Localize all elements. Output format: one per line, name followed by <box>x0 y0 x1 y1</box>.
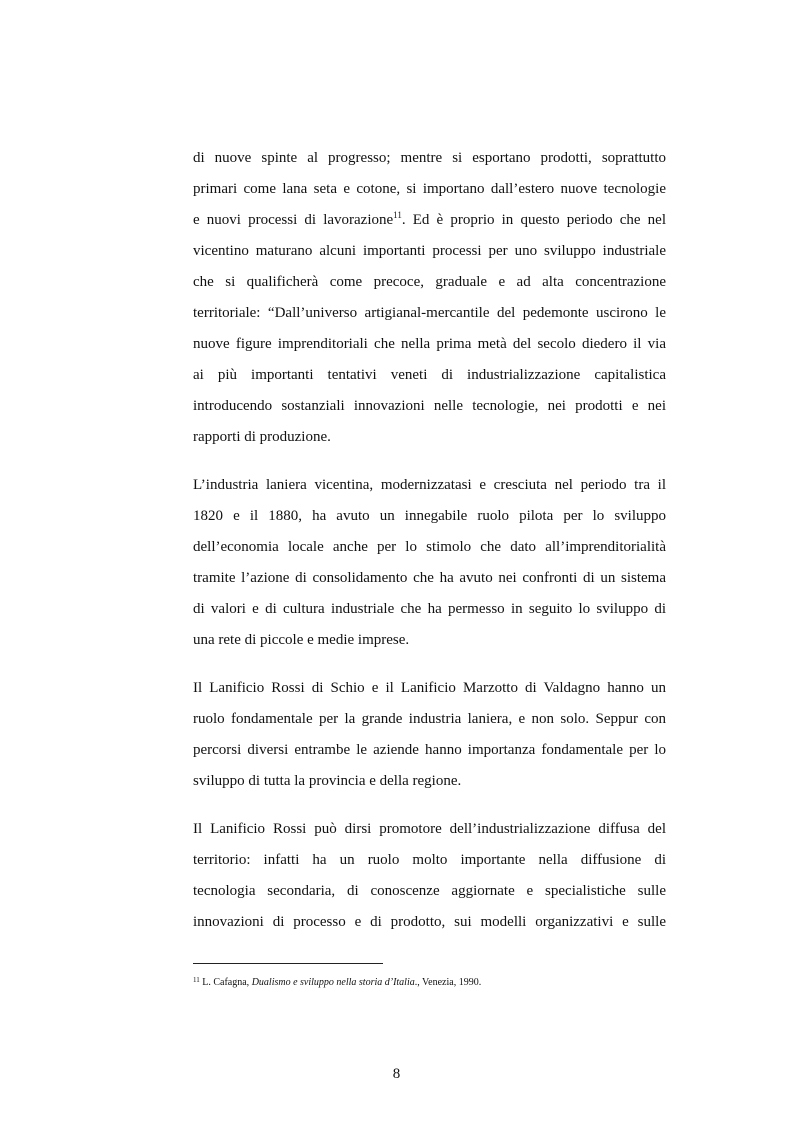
paragraph <box>193 143 666 453</box>
footnote-details: ., Venezia, 1990. <box>414 977 482 988</box>
text-line: una rete di piccole e medie imprese. <box>193 632 410 648</box>
text-fragment: . Ed è proprio in questo periodo che nel <box>401 212 666 228</box>
text-line: vicentino maturano alcuni importanti processi per uno sviluppo industriale <box>193 243 666 259</box>
text-line: rapporti di produzione. <box>193 429 331 445</box>
text-line: tramite l’azione di consolidamento che ha avuto nei confronti di un sistema <box>193 570 666 586</box>
text-line: Il Lanificio Rossi di Schio e il Lanificio Marzotto di Valdagno hanno un <box>193 680 666 696</box>
text-line: tecnologia secondaria, di conoscenze aggiornate e specialistiche sulle <box>193 883 666 899</box>
text-line: di valori e di cultura industriale che ha permesso in seguito lo sviluppo di <box>193 601 666 617</box>
page-body <box>193 143 666 938</box>
text-line: sviluppo di tutta la provincia e della regione. <box>193 773 462 789</box>
text-line: ai più importanti tentativi veneti di industrializzazione capitalistica <box>193 367 666 383</box>
text-line: primari come lana seta e cotone, si importano dall’estero nuove tecnologie <box>193 181 666 197</box>
footnote <box>193 973 481 990</box>
paragraph <box>193 673 666 797</box>
text-line: territorio: infatti ha un ruolo molto importante nella diffusione di <box>193 852 666 868</box>
paragraph <box>193 470 666 656</box>
text-line: nuove figure imprenditoriali che nella prima metà del secolo diedero il via <box>193 336 666 352</box>
text-line: introducendo sostanziali innovazioni nelle tecnologie, nei prodotti e nei <box>193 398 666 414</box>
footnote-number: 11 <box>193 976 200 984</box>
paragraph <box>193 814 666 938</box>
text-fragment: e nuovi processi di lavorazione <box>193 212 394 228</box>
text-line: 1820 e il 1880, ha avuto un innegabile ruolo pilota per lo sviluppo <box>193 508 666 524</box>
text-line: territoriale: “Dall’universo artigianal-mercantile del pedemonte uscirono le <box>193 305 666 321</box>
text-line <box>193 205 666 236</box>
footnote-divider <box>193 963 383 964</box>
footnote-title: Dualismo e sviluppo nella storia d’Italia <box>251 977 415 988</box>
text-line: L’industria laniera vicentina, modernizzatasi e cresciuta nel periodo tra il <box>193 477 666 493</box>
footnote-reference[interactable]: 11 <box>393 210 402 220</box>
text-line: innovazioni di processo e di prodotto, sui modelli organizzativi e sulle <box>193 914 666 930</box>
text-line: di nuove spinte al progresso; mentre si esportano prodotti, soprattutto <box>193 150 666 166</box>
text-line: Il Lanificio Rossi può dirsi promotore dell’industrializzazione diffusa del <box>193 821 666 837</box>
text-line: ruolo fondamentale per la grande industria laniera, e non solo. Seppur con <box>193 711 666 727</box>
footnote-author: L. Cafagna, <box>202 977 252 988</box>
text-line: percorsi diversi entrambe le aziende hanno importanza fondamentale per lo <box>193 742 666 758</box>
page-number: 8 <box>392 1066 401 1082</box>
text-line: che si qualificherà come precoce, graduale e ad alta concentrazione <box>193 274 666 290</box>
text-line: dell’economia locale anche per lo stimolo che dato all’imprenditorialità <box>193 539 666 555</box>
